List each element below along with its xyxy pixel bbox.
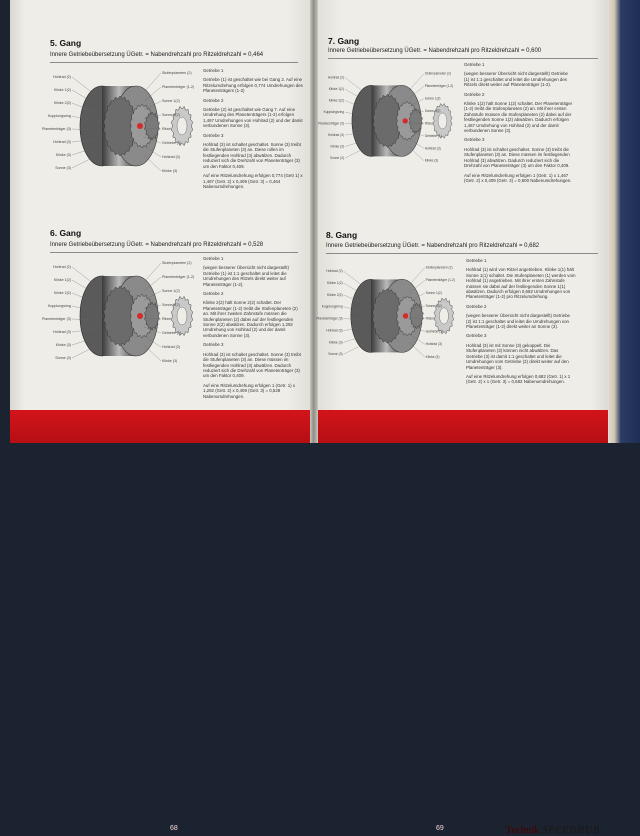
part-label: Sonne 1(2) bbox=[162, 99, 180, 103]
part-label: Hohlrad (3) bbox=[162, 345, 180, 349]
paragraph: Getriebe 3 bbox=[203, 132, 224, 138]
page-number: 68 bbox=[170, 825, 178, 832]
section-formula: Innere Getriebeübersetzung ÜGetr. = Nabendrehzahl pro Ritzeldrehzahl = 0,682 bbox=[326, 243, 540, 249]
part-label: Sonne 2(2) bbox=[162, 113, 180, 117]
part-label: Getriebe (1) bbox=[425, 329, 444, 334]
part-label: Planetenträger (1-2) bbox=[162, 85, 195, 89]
section-rule bbox=[50, 252, 298, 253]
right-page bbox=[316, 0, 608, 836]
part-label: Sonne 1(2) bbox=[162, 289, 180, 293]
callout-line bbox=[72, 157, 94, 168]
paragraph: Klinke 1(2) hält Sonne 1(2) schaltet. Der Planetenträger (1-2) treibt die Stufenplaneten (2) an. Mit ihrer ersten Zahnstufe müssen die Stufenplaneten (2) dabei auf der festliegenden Sonne 1(2) abwälzen. Dadurch erfolgen 1,467 Umdrehung von Hohlrad (2) und der damit verbundenen Sonne (3). bbox=[464, 101, 573, 134]
part-label: Kupplungsring bbox=[48, 304, 71, 308]
highlight-marker bbox=[137, 313, 143, 319]
part-label: Hohlrad (2) bbox=[328, 75, 344, 80]
section-paragraphs bbox=[203, 68, 305, 193]
callout-line bbox=[345, 77, 365, 92]
part-label: Planetenträger (3) bbox=[316, 316, 343, 321]
callout-line bbox=[144, 345, 161, 361]
part-label: Planetenträger (1-2) bbox=[162, 275, 195, 279]
part-label: Ritzel bbox=[162, 317, 171, 321]
part-label: Stufenplaneten (2) bbox=[162, 71, 192, 75]
part-label: Stufenplaneten (2) bbox=[425, 265, 453, 270]
part-label: Klinke (3) bbox=[328, 340, 343, 345]
part-label: Sonne 1(2) bbox=[424, 96, 441, 101]
part-label: Klinke (3) bbox=[55, 153, 71, 157]
paragraph: Auf eine Ritzelumdrehung erfolgen 0,682 (Getr. 1) x 1 (Getr. 2) x 1 (Getr. 3) = 0,682 Nabenumdrehungen. bbox=[466, 373, 571, 385]
section-rule bbox=[326, 253, 598, 254]
part-label: Kupplungsring bbox=[321, 304, 343, 309]
part-label: Klinke 1(2) bbox=[53, 278, 71, 282]
part-label: Planetenträger (3) bbox=[318, 121, 344, 126]
part-label: Sonne 2(2) bbox=[162, 303, 180, 307]
part-label: Hohlrad (3) bbox=[328, 132, 344, 137]
paragraph: Getriebe 2 bbox=[203, 291, 224, 297]
callout-line bbox=[72, 77, 94, 94]
paragraph: Getriebe 1 bbox=[464, 62, 485, 67]
part-label: Hohlrad (3) bbox=[425, 342, 443, 347]
brand-wordmark bbox=[506, 825, 601, 836]
section-formula: Innere Getriebeübersetzung ÜGetr. = Nabendrehzahl pro Ritzeldrehzahl = 0,464 bbox=[50, 52, 264, 58]
section-formula: Innere Getriebeübersetzung ÜGetr. = Nabendrehzahl pro Ritzeldrehzahl = 0,600 bbox=[328, 48, 542, 54]
part-label: Klinke 1(2) bbox=[327, 280, 343, 285]
paragraph: Getriebe 1 bbox=[203, 68, 224, 73]
paragraph: Getriebe 1 bbox=[466, 258, 487, 263]
part-label: Planetenträger (1-2) bbox=[424, 84, 454, 89]
section-rule bbox=[50, 62, 298, 63]
section-heading: 8. Gang bbox=[326, 230, 358, 240]
part-label: Sonne 2(2) bbox=[425, 303, 442, 308]
paragraph: Getriebe (1) ist geschaltet wie bei Gang 2. Auf eine Ritzelumdrehung erfolgen 0,774 Umdrehungen des Planetenträgers (1-2) bbox=[203, 77, 303, 94]
highlight-marker bbox=[137, 123, 143, 129]
page-number: 69 bbox=[436, 825, 444, 832]
part-label: Klinke 2(2) bbox=[53, 101, 71, 105]
sprocket-bore bbox=[177, 117, 187, 135]
part-label: Klinke 1(2) bbox=[328, 86, 344, 91]
hub-illustration bbox=[320, 60, 462, 180]
paragraph: Getriebe 2 bbox=[203, 97, 224, 103]
part-label: Ritzel bbox=[425, 316, 434, 321]
highlight-marker bbox=[403, 313, 408, 318]
part-label: Hohlrad (3) bbox=[424, 146, 441, 151]
part-label: Sonne (3) bbox=[328, 352, 343, 357]
section-formula: Innere Getriebeübersetzung ÜGetr. = Nabendrehzahl pro Ritzeldrehzahl = 0,528 bbox=[50, 242, 264, 248]
callout-line bbox=[344, 344, 364, 354]
section-paragraphs bbox=[464, 62, 574, 187]
callout-line bbox=[72, 267, 94, 284]
part-label: Klinke (3) bbox=[425, 354, 440, 359]
hub-illustration bbox=[44, 64, 204, 186]
section-heading: 7. Gang bbox=[328, 36, 360, 46]
sprocket-bore bbox=[177, 307, 187, 325]
paragraph: Getriebe 3 bbox=[466, 333, 487, 339]
paragraph: Getriebe 3 bbox=[464, 137, 485, 143]
part-label: Klinke (3) bbox=[162, 359, 178, 363]
callout-line bbox=[409, 342, 425, 357]
part-label: Kupplungsring bbox=[323, 109, 344, 114]
paragraph: Getriebe 2 bbox=[464, 91, 485, 97]
part-label: Stufenplaneten (2) bbox=[162, 261, 192, 265]
book-cover-edge bbox=[608, 0, 640, 443]
part-label: Klinke (3) bbox=[55, 343, 71, 347]
callout-line bbox=[345, 148, 365, 158]
part-label: Sonne 1(2) bbox=[425, 291, 442, 296]
paragraph: Getriebe (2) ist geschaltet wie Gang 7. Auf eine Umdrehung des Planetenträgers (1-2) erfolgen 1,467 Umdrehungen von Hohlrad (2) und der damit verbundenen Sonne (3). bbox=[203, 107, 303, 129]
paragraph: Klinke 2(2) hält Sonne 2(2) schaltet. Der Planetenträger (1-2) treibt die Stufenplaneten (2) an. Mit ihrer zweiten Zahnstufe müssen die Stufenplaneten (2) dabei auf der festliegenden Sonne 2(2) abwälzen. Dadurch erfolgen 1,292 Umdrehung von Hohlrad (2) und der damit verbundenen Sonne (3). bbox=[203, 300, 298, 338]
section-rule bbox=[328, 58, 598, 59]
section-heading: 6. Gang bbox=[50, 228, 82, 238]
part-label: Klinke 2(2) bbox=[53, 291, 71, 295]
part-label: Ritzel bbox=[162, 127, 171, 131]
callout-line bbox=[72, 347, 94, 358]
paragraph: Hohlrad (1) wird von Ritzel angetrieben. Klinke 1(1) hält Sonne 1(1) schaltet. Die Stufenplaneten (1) werden vom Hohlrad (1) angetrieben. Mit ihrer ersten Zahnstufe müssen sie dabei auf der festliegenden Sonne 1(1) abwälzen. Dadurch erfolgen 0,682 Umdrehungen von Planetenträger (1-2) pro Ritzelumdrehung. bbox=[466, 267, 576, 300]
sprocket-bore bbox=[438, 113, 447, 129]
section-paragraphs bbox=[203, 256, 305, 403]
part-label: Hohlrad (3) bbox=[53, 330, 71, 334]
paragraph: Auf eine Ritzelumdrehung erfolgen 0,774 (Getr 1) x 1,467 (Getr. 2) x 0,409 (Getr. 3) = 0,464 Nabenumdrehungen. bbox=[203, 173, 303, 189]
callout-line bbox=[144, 155, 161, 171]
footer-band bbox=[318, 410, 608, 836]
part-label: Klinke 2(2) bbox=[327, 292, 343, 297]
part-label: Getriebe (1) bbox=[162, 141, 182, 145]
part-label: Hohlrad (3) bbox=[326, 328, 343, 333]
highlight-marker bbox=[403, 118, 408, 123]
part-label: Klinke (3) bbox=[424, 158, 439, 163]
section-heading: 5. Gang bbox=[50, 38, 82, 48]
part-label: Stufenplaneten (2) bbox=[424, 71, 451, 76]
part-label: Klinke 1(2) bbox=[53, 88, 71, 92]
part-label: Hohlrad (2) bbox=[53, 265, 71, 269]
paragraph: (wegen besserer Übersicht nicht dargestellt) Getriebe (1) ist 1:1 geschaltet und leitet die Umdrehungen des Ritzels direkt weiter auf Planetenträger (1-2). bbox=[464, 71, 568, 88]
paragraph: Hohlrad (3) ist schaltet geschaltet. Sonne (3) treibt die Stufenplaneten (3) an. Diese rollen im festliegenden Hohlrad (3) abwälzen. Dadurch reduziert sich die Drehzahl von Planetenträger (3) um den Faktor 0,409. bbox=[203, 142, 301, 169]
hub-illustration bbox=[44, 254, 204, 376]
part-label: Hohlrad (2) bbox=[53, 75, 71, 79]
part-label: Getriebe (1) bbox=[424, 133, 442, 138]
part-label: Sonne (3) bbox=[55, 356, 71, 360]
part-label: Sonne (3) bbox=[329, 156, 344, 161]
paragraph: (wegen besserer Übersicht nicht dargestellt) Getriebe (2) ist 1:1 geschaltet und leitet die Umdrehungen von Planetenträger (1-2) direkt weiter an Sonne (3). bbox=[466, 313, 570, 330]
part-label: Klinke 2(2) bbox=[328, 98, 344, 103]
part-label: Planetenträger (1-2) bbox=[425, 278, 455, 283]
paragraph: (wegen besserer Übersicht nicht dargestellt) Getriebe (1) ist 1:1 geschaltet und leitet die Umdrehungen des Ritzels direkt weiter auf Planetenträger (1-2). bbox=[203, 265, 289, 287]
paragraph: Hohlrad (3) ist schaltet geschaltet. Sonne (3) treibt die Stufenplaneten (3) an. Diese müssen im festliegenden Hohlrad (3) abwälzen. Dadurch reduziert sich die Drehzahl von Planetenträger (3) um den Faktor 0,409. bbox=[464, 146, 570, 169]
part-label: Planetenträger (3) bbox=[42, 127, 71, 131]
paragraph: Hohlrad (3) ist mit Sonne (3) gekoppelt. Die Stufenplaneten (3) können nicht abwälzen. Das Getriebe (3) ist damit 1:1 geschaltet und leitet die Umdrehungen vom Getriebe (2) direkt weiter auf den Planetenträger (3). bbox=[466, 342, 569, 370]
part-label: Klinke (3) bbox=[330, 144, 344, 149]
part-label: Sonne (3) bbox=[55, 166, 71, 170]
hub-illustration bbox=[318, 255, 464, 375]
brand-word-technik: Technik bbox=[505, 825, 540, 836]
brand-word-speedhub: SPEEDHUB bbox=[542, 825, 600, 836]
paragraph: Getriebe 1 bbox=[203, 256, 224, 261]
part-label: Planetenträger (3) bbox=[42, 317, 71, 321]
book-spine bbox=[310, 0, 318, 443]
part-label: Hohlrad (2) bbox=[326, 269, 343, 274]
part-label: Klinke (3) bbox=[162, 169, 178, 173]
part-label: Sonne 2(2) bbox=[424, 109, 441, 114]
part-label: Ritzel bbox=[424, 121, 433, 126]
sprocket-bore bbox=[439, 308, 448, 324]
footer-band bbox=[10, 410, 310, 832]
callout-line bbox=[344, 271, 364, 287]
part-label: Getriebe (1) bbox=[162, 331, 182, 335]
paragraph: Getriebe 2 bbox=[466, 303, 487, 309]
part-label: Hohlrad (3) bbox=[53, 140, 71, 144]
section-paragraphs bbox=[466, 258, 576, 389]
paragraph: Auf eine Ritzelumdrehung erfolgen 1 (Getr. 1) x 1,292 (Getr. 2) x 0,409 (Getr. 3) = 0,528 Nabenumdrehungen. bbox=[203, 382, 296, 399]
part-label: Hohlrad (3) bbox=[162, 155, 180, 159]
left-page bbox=[10, 0, 310, 832]
callout-line bbox=[409, 147, 424, 161]
paragraph: Auf eine Ritzelumdrehung erfolgen 1 (Getr. 1) x 1,467 (Getr. 2) x 0,409 (Getr. 3) = 0,600 Nabenumdrehungen. bbox=[464, 172, 572, 183]
part-label: Kupplungsring bbox=[48, 114, 71, 118]
paragraph: Hohlrad (3) ist schaltet geschaltet. Sonne (3) treibt die Stufenplaneten (3) an. Diese müssen im festliegenden Hohlrad (3) abwälzen. Dadurch reduziert sich die Drehzahl von Planetenträger (3) um den Faktor 0,409. bbox=[203, 351, 301, 379]
paragraph: Getriebe 3 bbox=[203, 342, 224, 348]
